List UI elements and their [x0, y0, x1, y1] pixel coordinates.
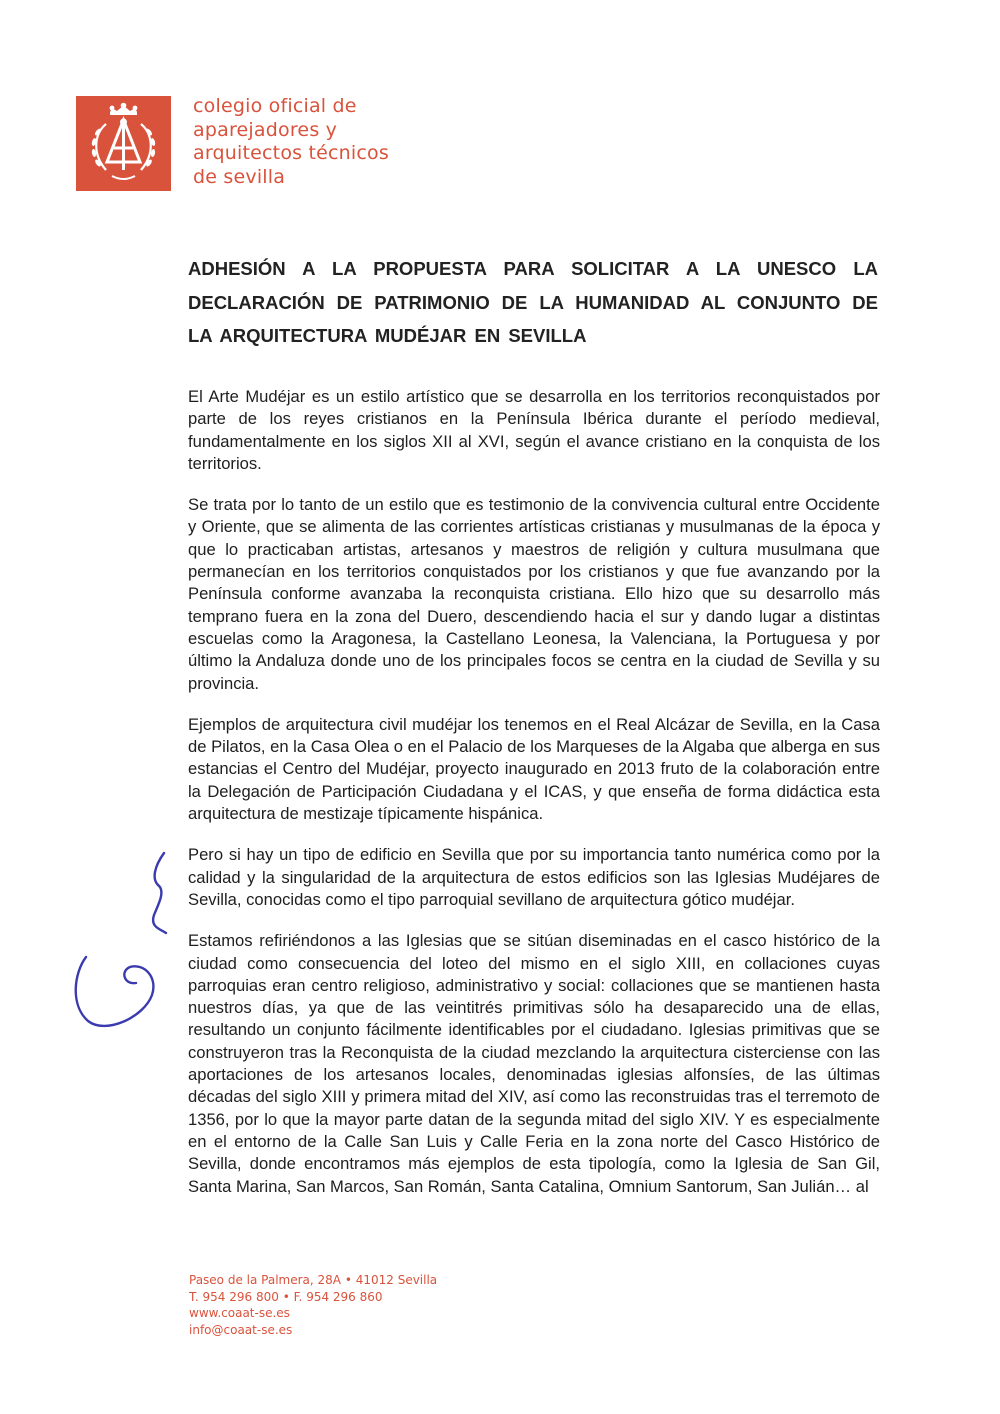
handwritten-initials — [58, 845, 198, 1035]
footer-website-link[interactable]: www.coaat-se.es — [189, 1306, 290, 1320]
coat-of-arms-icon — [76, 96, 171, 191]
footer-address: Paseo de la Palmera, 28A • 41012 Sevilla — [189, 1273, 438, 1287]
organization-name — [193, 95, 389, 189]
paragraph: Ejemplos de arquitectura civil mudéjar los tenemos en el Real Alcázar de Sevilla, en la Casa de Pilatos, en la Casa Olea o en el Palacio de los Marqueses de la Algaba que alberga en sus estancias el Centro del Mudéjar, proyecto inaugurado en 2013 fruto de la colaboración entre la Delegación de Participación Ciudadana y el ICAS, y que enseña de forma didáctica esta arquitectura de mestizaje típicamente hispánica. — [188, 714, 880, 824]
org-line: arquitectos técnicos — [193, 142, 389, 164]
org-line: colegio oficial de — [193, 95, 357, 117]
footer-email-link[interactable]: info@coaat-se.es — [189, 1322, 293, 1337]
paragraph: El Arte Mudéjar es un estilo artístico que se desarrolla en los territorios reconquistados por parte de los reyes cristianos en la Península Ibérica durante el período medieval, fundamentalmente en los siglos XII al XVI, según el avance cristiano en la conquista de los territorios. — [188, 387, 880, 473]
footer-contact — [189, 1272, 437, 1338]
paragraph: Se trata por lo tanto de un estilo que es testimonio de la convivencia cultural entre Occidente y Oriente, que se alimenta de las corrientes artísticas cristianas y musulmanas de la época y que lo practicaban artistas, artesanos y maestros de religión y cultura musulmana que permanecían en los territorios conquistados por los cristianos y que fue avanzando por la Península conforme avanzaba la reconquista cristiana. Ello hizo que su desarrollo más temprano fuera en la zona del Duero, descendiendo hacia el sur y dando lugar a distintas escuelas como la Aragonesa, la Castellano Leonesa, la Valenciana, la Portuguesa y por último la Andaluza donde uno de los principales focos se centra en la ciudad de Sevilla y su provincia. — [188, 495, 880, 693]
footer-phones: T. 954 296 800 • F. 954 296 860 — [189, 1289, 383, 1304]
paragraph: Estamos refiriéndonos a las Iglesias que se sitúan diseminadas en el casco histórico de la ciudad como consecuencia del loteo del mismo en el siglo XIII, en collaciones cuyas parroquias eran centro religioso, administrativo y social: collaciones que se mantienen hasta nuestros días, ya que de las veintitrés primitivas sólo ha desaparecido una de ellas, resultando un conjunto fácilmente identificables por el ciudadano. Iglesias primitivas que se construyeron tras la Reconquista de la ciudad mezclando la arquitectura cisterciense con las aportaciones de los artesanos locales, denominadas iglesias alfonsíes, de las últimas décadas del siglo XIII y primera mitad del XIV, así como las reconstruidas tras el terremoto de 1356, por lo que la mayor parte datan de la segunda mitad del siglo XIV. Y es especialmente en el entorno de la Calle San Luis y Calle Feria en la zona norte del Casco Histórico de Sevilla, donde encontramos más ejemplos de esta tipología, como la Iglesia de San Gil, Santa Marina, San Marcos, San Román, Santa Catalina, Omnium Santorum, San Julián… al — [188, 931, 880, 1196]
org-line: de sevilla — [193, 165, 286, 188]
paragraph: Pero si hay un tipo de edificio en Sevilla que por su importancia tanto numérica como por la calidad y la singularidad de la arquitectura de estos edificios son las Iglesias Mudéjares de Sevilla, conocidas como el tipo parroquial sevillano de arquitectura gótico mudéjar. — [188, 845, 880, 909]
logo — [76, 96, 171, 191]
document-title: ADHESIÓN A LA PROPUESTA PARA SOLICITAR A LA UNESCO LA DECLARACIÓN DE PATRIMONIO DE LA HUMANIDAD AL CONJUNTO DE LA ARQUITECTURA MUDÉJAR EN SEVILLA — [188, 258, 878, 346]
document-body — [188, 386, 880, 1217]
org-line: aparejadores y — [193, 118, 338, 141]
